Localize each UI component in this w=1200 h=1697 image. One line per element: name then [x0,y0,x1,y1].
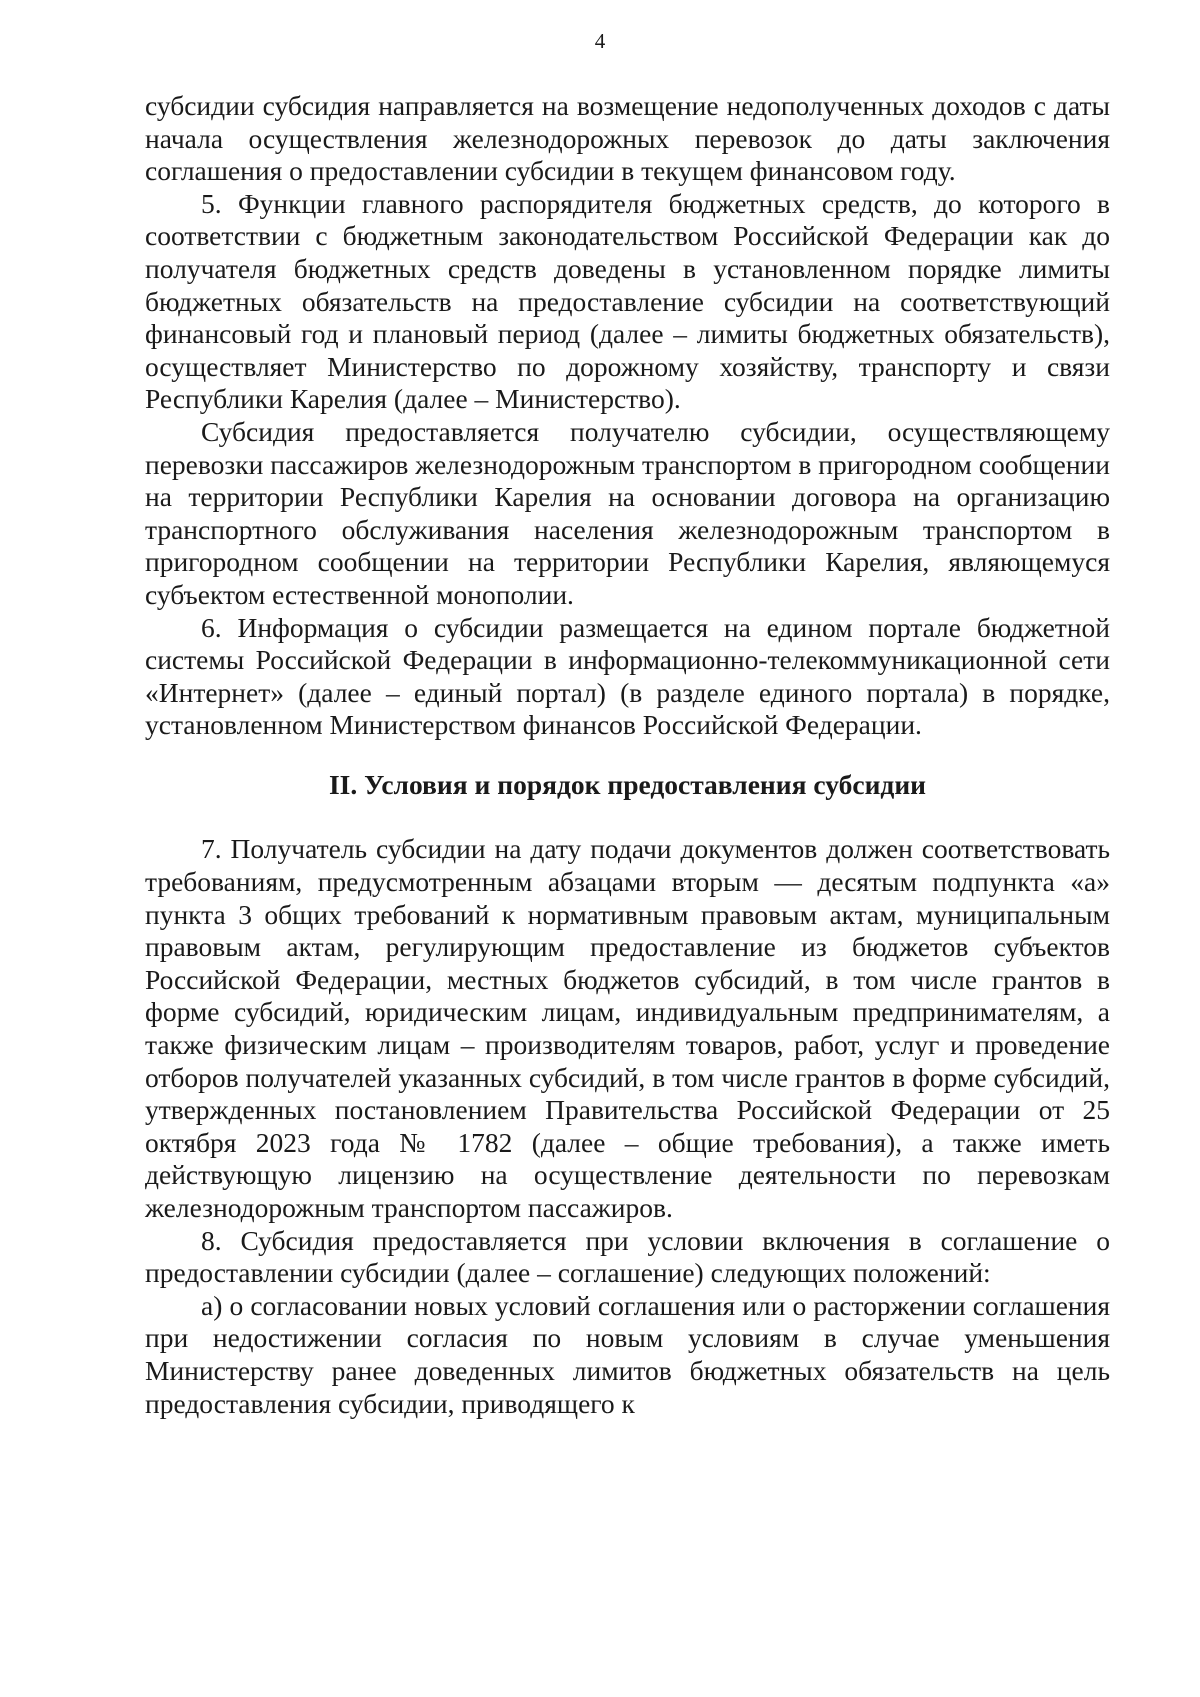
document-body [145,90,1110,1420]
section-heading: II. Условия и порядок предоставления субсидии [328,768,927,800]
paragraph-continuation: субсидии субсидия направляется на возмещение недополученных доходов с даты начала осуществления железнодорожных перевозок до даты заключения соглашения о предоставлении субсидии в текущем финансовом году. [145,90,1110,187]
paragraph-item-5: 5. Функции главного распорядителя бюджетных средств, до которого в соответствии с бюджетным законодательством Российской Федерации как до получателя бюджетных средств доведены в установленном порядке лимиты бюджетных обязательств на предоставление субсидии на соответствующий финансовый год и плановый период (далее – лимиты бюджетных обязательств), осуществляет Министерство по дорожному хозяйству, транспорту и связи Республики Карелия (далее – Министерство). [145,187,1110,415]
paragraph-subsidy-recipient: Субсидия предоставляется получателю субсидии, осуществляющему перевозки пассажиров железнодорожным транспортом в пригородном сообщении на территории Республики Карелия на основании договора на организацию транспортного обслуживания населения железнодорожным транспортом в пригородном сообщении на территории Республики Карелия, являющемуся субъектом естественной монополии. [145,415,1110,610]
page-number: 4 [594,29,606,53]
paragraph-item-7: 7. Получатель субсидии на дату подачи документов должен соответствовать требованиям, предусмотренным абзацами вторым — десятым подпункта «а» пункта 3 общих требований к нормативным правовым актам, муниципальным правовым актам, регулирующим предоставление из бюджетов субъектов Российской Федерации, местных бюджетов субсидий, в том числе грантов в форме субсидий, юридическим лицам, индивидуальным предпринимателям, а также физическим лицам – производителям товаров, работ, услуг и проведение отборов получателей указанных субсидий, в том числе грантов в форме субсидий, утвержденных постановлением Правительства Российской Федерации от 25 октября 2023 года № 1782 (далее – общие требования), а также иметь действующую лицензию на осуществление деятельности по перевозкам железнодорожным транспортом пассажиров. [145,833,1110,1223]
paragraph-item-8a: а) о согласовании новых условий соглашения или о расторжении соглашения при недостижении согласия по новым условиям в случае уменьшения Министерству ранее доведенных лимитов бюджетных обязательств на цель предоставления субсидии, приводящего к [145,1289,1110,1419]
paragraph-item-6: 6. Информация о субсидии размещается на едином портале бюджетной системы Российской Федерации в информационно-телекоммуникационной сети «Интернет» (далее – единый портал) (в разделе единого портала) в порядке, установленном Министерством финансов Российской Федерации. [145,611,1110,741]
paragraph-item-8: 8. Субсидия предоставляется при условии включения в соглашение о предоставлении субсидии (далее – соглашение) следующих положений: [145,1224,1110,1289]
